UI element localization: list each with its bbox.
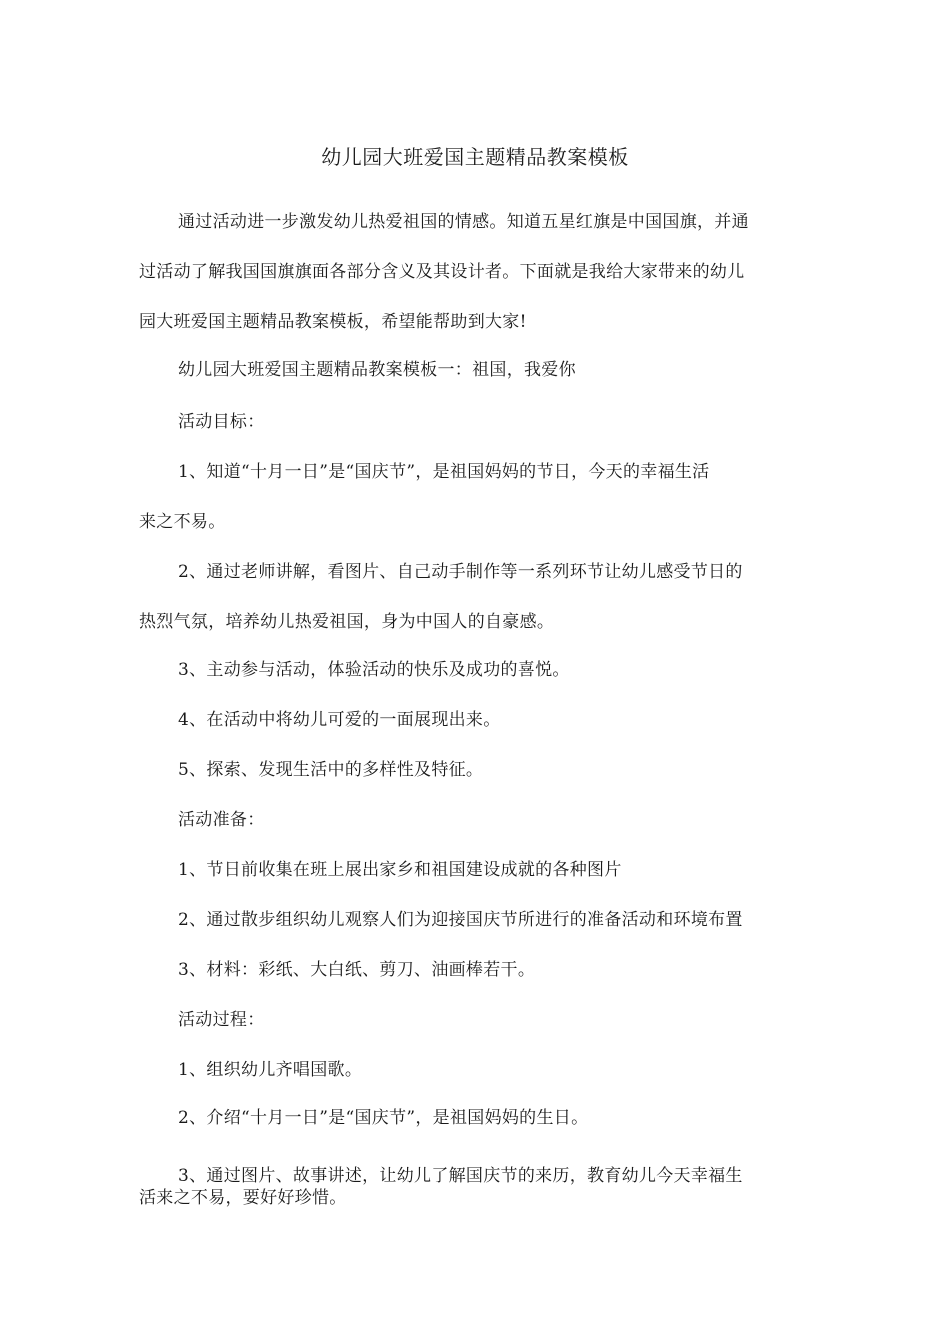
goals-heading: 活动目标： <box>178 412 265 432</box>
process-3-line-1: 3、通过图片、故事讲述，让幼儿了解国庆节的来历，教育幼儿今天幸福生 <box>178 1166 743 1186</box>
goal-4: 4、在活动中将幼儿可爱的一面展现出来。 <box>178 710 501 730</box>
intro-line-3: 园大班爱国主题精品教案模板，希望能帮助到大家! <box>139 312 527 332</box>
goal-5: 5、探索、发现生活中的多样性及特征。 <box>178 760 484 780</box>
goal-1-line-1: 1、知道“十月一日”是“国庆节”，是祖国妈妈的节日，今天的幸福生活 <box>178 462 710 482</box>
intro-line-2: 过活动了解我国国旗旗面各部分含义及其设计者。下面就是我给大家带来的幼儿 <box>139 262 745 282</box>
prep-heading: 活动准备： <box>178 810 265 830</box>
intro-line-1: 通过活动进一步激发幼儿热爱祖国的情感。知道五星红旗是中国国旗，并通 <box>178 212 749 232</box>
section-heading: 幼儿园大班爱国主题精品教案模板一：祖国，我爱你 <box>178 360 576 380</box>
document-title: 幼儿园大班爱国主题精品教案模板 <box>321 145 629 169</box>
process-heading: 活动过程： <box>178 1010 265 1030</box>
prep-3: 3、材料：彩纸、大白纸、剪刀、油画棒若干。 <box>178 960 536 980</box>
process-2: 2、介绍“十月一日”是“国庆节”，是祖国妈妈的生日。 <box>178 1108 589 1128</box>
goal-2-line-2: 热烈气氛，培养幼儿热爱祖国，身为中国人的自豪感。 <box>139 612 555 632</box>
goal-2-line-1: 2、通过老师讲解，看图片、自己动手制作等一系列环节让幼儿感受节日的 <box>178 562 743 582</box>
goal-1-line-2: 来之不易。 <box>139 512 226 532</box>
prep-1: 1、节日前收集在班上展出家乡和祖国建设成就的各种图片 <box>178 860 622 880</box>
goal-3: 3、主动参与活动，体验活动的快乐及成功的喜悦。 <box>178 660 570 680</box>
process-3-line-2: 活来之不易，要好好珍惜。 <box>139 1188 347 1208</box>
prep-2: 2、通过散步组织幼儿观察人们为迎接国庆节所进行的准备活动和环境布置 <box>178 910 743 930</box>
process-1: 1、组织幼儿齐唱国歌。 <box>178 1060 363 1080</box>
